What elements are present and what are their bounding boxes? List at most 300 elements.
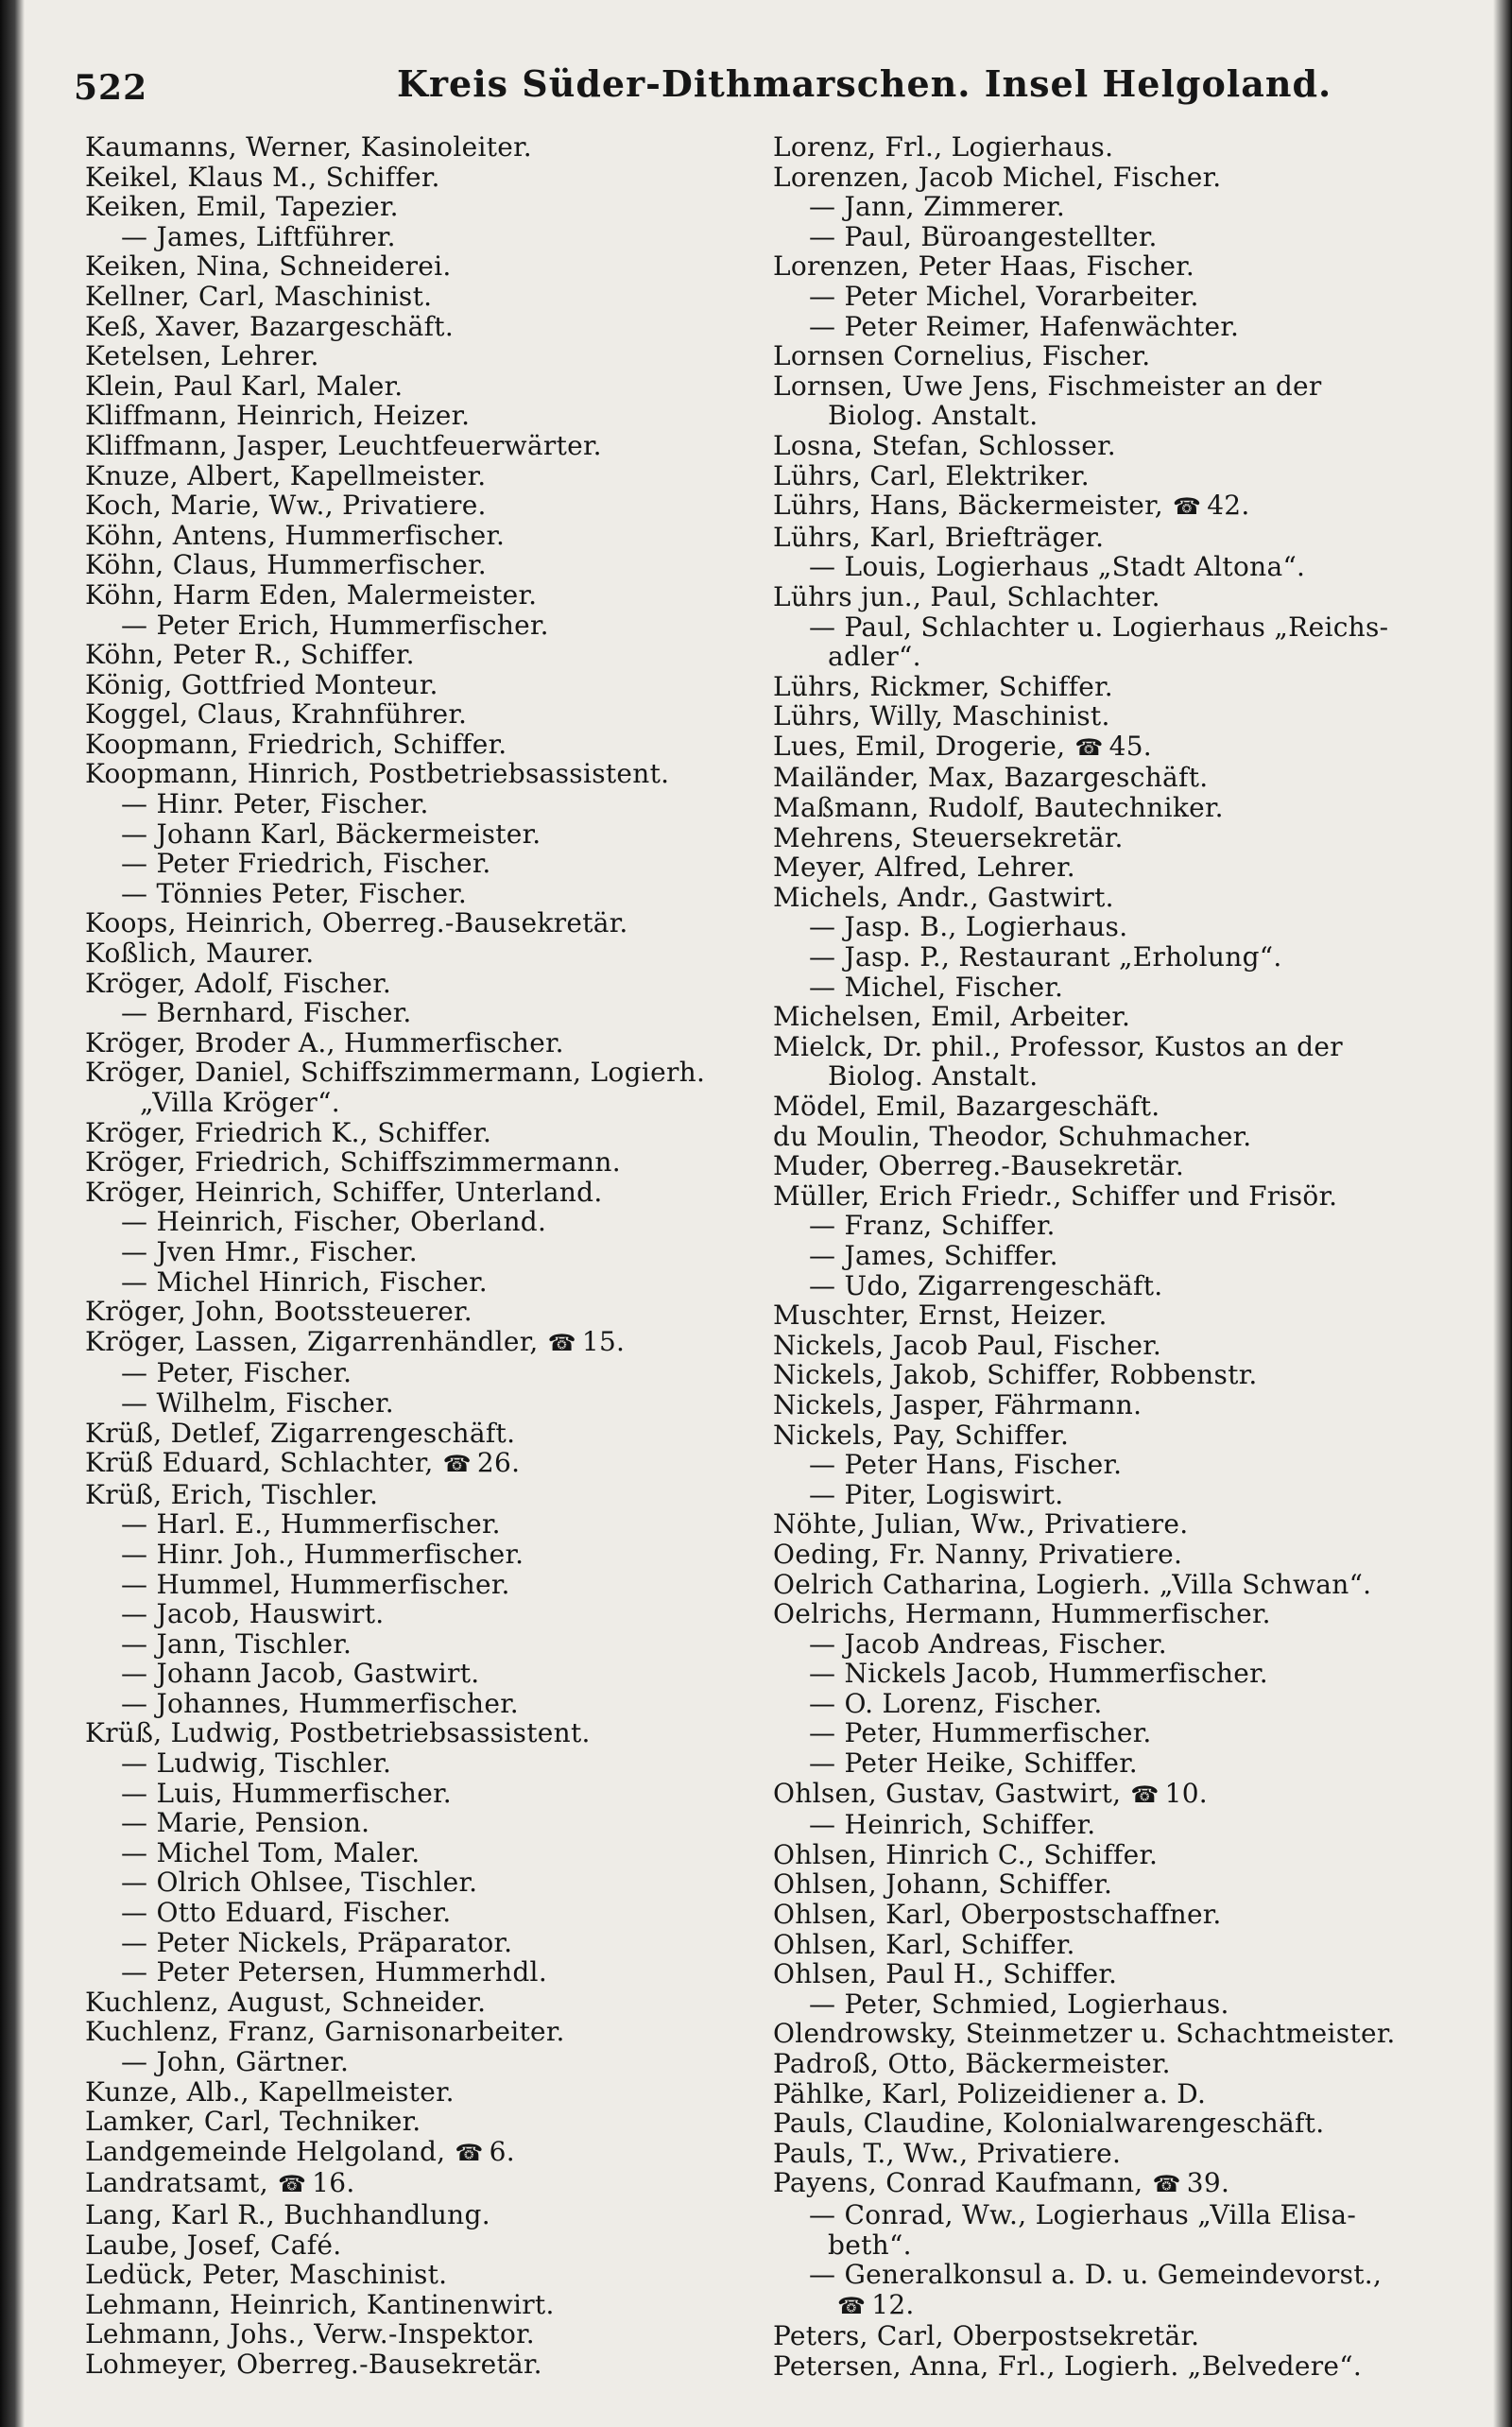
- directory-entry: [773, 1122, 1444, 1152]
- directory-entry: [773, 1450, 1444, 1480]
- directory-entry: [85, 2017, 747, 2047]
- telephone-number: 42.: [1207, 490, 1250, 522]
- entry-text: Michels, Andr., Gastwirt.: [773, 881, 1114, 913]
- directory-entry: [85, 2230, 747, 2261]
- entry-text: Laube, Josef, Café.: [85, 2229, 342, 2261]
- directory-entry: [85, 1718, 747, 1748]
- directory-entry: [773, 1480, 1444, 1510]
- entry-text: — Hinr. Joh., Hummerfischer.: [121, 1538, 524, 1570]
- directory-entry: [85, 1028, 747, 1059]
- directory-entry: [85, 879, 747, 909]
- entry-text: Oeding, Fr. Nanny, Privatiere.: [773, 1538, 1183, 1570]
- directory-entry: [773, 701, 1444, 732]
- entry-text: Keß, Xaver, Bazargeschäft.: [85, 310, 455, 342]
- directory-entry: [85, 550, 747, 580]
- entry-text: — Bernhard, Fischer.: [121, 997, 412, 1029]
- entry-text: — Louis, Logierhaus „Stadt Altona“.: [809, 551, 1306, 583]
- entry-text: Kröger, Daniel, Schiffszimmermann, Logierh.: [85, 1057, 706, 1089]
- directory-entry: [773, 1061, 1444, 1092]
- telephone-icon: ☎: [1074, 733, 1104, 761]
- directory-entry: [773, 523, 1444, 553]
- entry-text: Lamker, Carl, Techniker.: [85, 2106, 421, 2138]
- entry-text: — Paul, Schlachter u. Logierhaus „Reichs-: [809, 611, 1389, 643]
- entry-text: Kuchlenz, Franz, Garnisonarbeiter.: [85, 2016, 565, 2048]
- directory-entry: [85, 640, 747, 670]
- entry-text: Oelrichs, Hermann, Hummerfischer.: [773, 1598, 1271, 1630]
- directory-entry: [85, 908, 747, 938]
- entry-text: Lang, Karl R., Buchhandlung.: [85, 2198, 490, 2230]
- entry-text: — Michel Tom, Maler.: [121, 1836, 421, 1868]
- entry-text: Koßlich, Maurer.: [85, 938, 315, 970]
- entry-text: — Johann Jacob, Gastwirt.: [121, 1658, 480, 1690]
- directory-entry: [85, 1297, 747, 1327]
- entry-text: — Jann, Zimmerer.: [809, 191, 1066, 223]
- directory-entry: [773, 1360, 1444, 1390]
- page-number: 522: [74, 68, 148, 108]
- entry-text: Meyer, Alfred, Lehrer.: [773, 852, 1075, 884]
- telephone-icon: ☎: [455, 2139, 484, 2166]
- directory-entry: [85, 1898, 747, 1928]
- entry-text: Biolog. Anstalt.: [828, 400, 1039, 432]
- entry-text: — Peter Michel, Vorarbeiter.: [809, 280, 1199, 312]
- directory-entry: [773, 672, 1444, 702]
- entry-text: Kliffmann, Heinrich, Heizer.: [85, 400, 471, 432]
- entry-text: Kuchlenz, August, Schneider.: [85, 1986, 487, 2018]
- entry-text: Mehrens, Steuersekretär.: [773, 821, 1124, 853]
- entry-text: — O. Lorenz, Fischer.: [809, 1687, 1103, 1719]
- directory-entry: [85, 2077, 747, 2108]
- directory-entry: [773, 1930, 1444, 1960]
- directory-entry: [85, 282, 747, 312]
- directory-entry: [773, 1599, 1444, 1629]
- entry-text: Krüß, Erich, Tischler.: [85, 1478, 379, 1510]
- entry-text: Lorenz, Frl., Logierhaus.: [773, 131, 1114, 163]
- entry-text: Ohlsen, Karl, Oberpostschaffner.: [773, 1899, 1222, 1931]
- telephone-icon: ☎: [277, 2171, 307, 2198]
- directory-entry: [773, 2260, 1444, 2290]
- entry-text: Petersen, Anna, Frl., Logierh. „Belvedere“.: [773, 2350, 1363, 2382]
- entry-text: Olendrowsky, Steinmetzer u. Schachtmeister.: [773, 2018, 1396, 2050]
- directory-entry: [85, 1779, 747, 1809]
- left-column: [85, 132, 747, 2380]
- directory-entry: [773, 1659, 1444, 1689]
- entry-text: Peters, Carl, Oberpostsekretär.: [773, 2320, 1200, 2352]
- entry-text: Lorenzen, Peter Haas, Fischer.: [773, 250, 1195, 283]
- directory-entry: [773, 1241, 1444, 1271]
- directory-entry: [85, 1388, 747, 1419]
- entry-text: — Jann, Tischler.: [121, 1627, 352, 1660]
- entry-text: Lührs, Karl, Briefträger.: [773, 521, 1105, 553]
- entry-text: Köhn, Peter R., Schiffer.: [85, 639, 415, 671]
- directory-entry: [85, 401, 747, 431]
- directory-entry: [85, 521, 747, 551]
- entry-text: Ketelsen, Lehrer.: [85, 340, 319, 372]
- directory-entry: [773, 1211, 1444, 1241]
- entry-text: Koopmann, Friedrich, Schiffer.: [85, 728, 507, 760]
- telephone-number: 10.: [1164, 1777, 1209, 1809]
- entry-text: — Peter Hans, Fischer.: [809, 1449, 1123, 1481]
- directory-entry: [773, 1420, 1444, 1451]
- telephone-icon: ☎: [837, 2292, 867, 2319]
- entry-text: Pauls, T., Ww., Privatiere.: [773, 2137, 1122, 2169]
- directory-entry: [773, 552, 1444, 582]
- entry-text: Koops, Heinrich, Oberreg.-Bausekretär.: [85, 907, 628, 939]
- entry-text: Keiken, Emil, Tapezier.: [85, 191, 399, 223]
- directory-entry: [85, 1509, 747, 1540]
- directory-entry: [85, 789, 747, 819]
- directory-entry: [85, 938, 747, 969]
- directory-entry: [85, 670, 747, 700]
- entry-text: — Johann Karl, Bäckermeister.: [121, 818, 541, 850]
- entry-text: Mielck, Dr. phil., Professor, Kustos an der: [773, 1030, 1343, 1062]
- right-column: [773, 132, 1444, 2382]
- entry-text: — Peter Friedrich, Fischer.: [121, 848, 491, 880]
- entry-text: König, Gottfried Monteur.: [85, 668, 438, 700]
- entry-text: — Jven Hmr., Fischer.: [121, 1235, 418, 1267]
- directory-entry: [85, 969, 747, 999]
- entry-text: — Johannes, Hummerfischer.: [121, 1687, 520, 1719]
- entry-text: — Conrad, Ww., Logierhaus „Villa Elisa-: [809, 2198, 1357, 2230]
- directory-entry: [85, 1419, 747, 1449]
- entry-text: Mailänder, Max, Bazargeschäft.: [773, 762, 1209, 794]
- entry-text: — James, Liftführer.: [121, 220, 396, 252]
- entry-text: — Peter Reimer, Hafenwächter.: [809, 310, 1240, 342]
- directory-entry: [773, 1959, 1444, 1989]
- running-head: Kreis Süder-Dithmarschen. Insel Helgoland.: [397, 62, 1332, 105]
- entry-text: Ohlsen, Johann, Schiffer.: [773, 1868, 1113, 1901]
- directory-entry: [85, 1448, 747, 1480]
- entry-text: Landratsamt,: [85, 2167, 268, 2199]
- directory-entry: [773, 942, 1444, 973]
- directory-entry: [85, 312, 747, 342]
- directory-entry: [773, 612, 1444, 643]
- directory-entry: [85, 2107, 747, 2137]
- directory-entry: [85, 371, 747, 402]
- entry-text: Kröger, Heinrich, Schiffer, Unterland.: [85, 1176, 603, 1208]
- directory-entry: [773, 732, 1444, 764]
- entry-text: Kellner, Carl, Maschinist.: [85, 280, 433, 312]
- entry-text: — Otto Eduard, Fischer.: [121, 1897, 452, 1929]
- directory-entry: [773, 1271, 1444, 1301]
- entry-text: — Harl. E., Hummerfischer.: [121, 1508, 501, 1541]
- directory-entry: [773, 1810, 1444, 1840]
- telephone-number: 26.: [476, 1447, 521, 1479]
- entry-text: — Generalkonsul a. D. u. Gemeindevorst.,: [809, 2259, 1383, 2291]
- entry-text: Ohlsen, Hinrich C., Schiffer.: [773, 1838, 1159, 1870]
- directory-entry: [773, 1390, 1444, 1420]
- entry-text: Maßmann, Rudolf, Bautechniker.: [773, 792, 1224, 824]
- entry-text: Ohlsen, Gustav, Gastwirt,: [773, 1777, 1122, 1809]
- entry-text: — Hinr. Peter, Fischer.: [121, 788, 429, 820]
- directory-entry: [85, 341, 747, 371]
- directory-entry: [85, 1689, 747, 1719]
- entry-text: Koopmann, Hinrich, Postbetriebsassistent.: [85, 758, 670, 790]
- entry-text: — Heinrich, Fischer, Oberland.: [121, 1206, 547, 1238]
- entry-text: Keikel, Klaus M., Schiffer.: [85, 161, 440, 193]
- entry-text: — Peter Erich, Hummerfischer.: [121, 609, 549, 641]
- entry-text: — Jacob Andreas, Fischer.: [809, 1627, 1167, 1660]
- directory-entry: [773, 312, 1444, 342]
- entry-text: Ledück, Peter, Maschinist.: [85, 2259, 448, 2291]
- entry-text: — Peter, Fischer.: [121, 1357, 352, 1389]
- entry-text: — Piter, Logiswirt.: [809, 1478, 1064, 1510]
- directory-entry: [85, 580, 747, 611]
- page-edge-shadow: [1493, 0, 1512, 2427]
- directory-entry: [773, 251, 1444, 282]
- directory-entry: [773, 1509, 1444, 1540]
- entry-text: Lues, Emil, Drogerie,: [773, 730, 1066, 762]
- entry-text: Krüß, Ludwig, Postbetriebsassistent.: [85, 1717, 591, 1749]
- entry-text: Nickels, Pay, Schiffer.: [773, 1419, 1070, 1451]
- directory-entry: [773, 1331, 1444, 1361]
- entry-text: Krüß, Detlef, Zigarrengeschäft.: [85, 1417, 516, 1449]
- directory-entry: [773, 582, 1444, 612]
- directory-entry: [85, 251, 747, 282]
- entry-text: Klein, Paul Karl, Maler.: [85, 370, 404, 402]
- directory-entry: [85, 2350, 747, 2380]
- directory-entry: [85, 1599, 747, 1629]
- entry-text: — Peter, Hummerfischer.: [809, 1717, 1152, 1749]
- entry-text: Krüß Eduard, Schlachter,: [85, 1447, 434, 1479]
- entry-text: Pauls, Claudine, Kolonialwarengeschäft.: [773, 2108, 1325, 2140]
- directory-entry: [85, 1748, 747, 1779]
- entry-text: Ohlsen, Paul H., Schiffer.: [773, 1958, 1118, 1990]
- directory-entry: [85, 2200, 747, 2230]
- entry-text: Lührs, Rickmer, Schiffer.: [773, 670, 1113, 702]
- entry-text: Mödel, Emil, Bazargeschäft.: [773, 1091, 1160, 1122]
- entry-text: Keiken, Nina, Schneiderei.: [85, 250, 452, 283]
- entry-text: Muschter, Ernst, Heizer.: [773, 1300, 1108, 1332]
- entry-text: Lührs jun., Paul, Schlachter.: [773, 580, 1160, 612]
- directory-entry: [85, 1480, 747, 1510]
- directory-entry: [85, 1928, 747, 1958]
- directory-entry: [85, 461, 747, 491]
- directory-entry: [773, 1689, 1444, 1719]
- directory-entry: [773, 461, 1444, 491]
- directory-entry: [773, 1629, 1444, 1660]
- telephone-icon: ☎: [1130, 1781, 1160, 1808]
- entry-text: beth“.: [828, 2229, 912, 2261]
- entry-text: — Heinrich, Schiffer.: [809, 1809, 1096, 1841]
- directory-entry: [85, 2290, 747, 2320]
- directory-entry: [85, 1178, 747, 1208]
- directory-entry: [773, 763, 1444, 793]
- directory-entry: [773, 1151, 1444, 1181]
- directory-entry: [85, 1207, 747, 1237]
- directory-entry: [773, 1032, 1444, 1062]
- directory-entry: [773, 823, 1444, 853]
- directory-entry: [773, 2321, 1444, 2351]
- directory-entry: [773, 371, 1444, 402]
- telephone-number: 6.: [489, 2135, 515, 2167]
- directory-entry: [85, 1147, 747, 1178]
- entry-text: Landgemeinde Helgoland,: [85, 2135, 446, 2167]
- directory-entry: [773, 431, 1444, 461]
- directory-entry: [85, 1540, 747, 1570]
- entry-text: Lührs, Hans, Bäckermeister,: [773, 490, 1163, 522]
- directory-entry: [85, 2260, 747, 2290]
- entry-text: Lehmann, Johs., Verw.-Inspektor.: [85, 2318, 535, 2350]
- directory-entry: [85, 2319, 747, 2350]
- directory-entry: [773, 401, 1444, 431]
- directory-entry: [773, 2109, 1444, 2139]
- entry-text: — Luis, Hummerfischer.: [121, 1777, 452, 1809]
- entry-text: Kröger, Broder A., Hummerfischer.: [85, 1026, 564, 1059]
- entry-text: — Jasp. P., Restaurant „Erholung“.: [809, 941, 1282, 973]
- directory-entry: [85, 1327, 747, 1359]
- entry-text: — Olrich Ohlsee, Tischler.: [121, 1867, 478, 1899]
- entry-text: Nickels, Jasper, Fährmann.: [773, 1388, 1143, 1420]
- entry-text: — Jasp. B., Logierhaus.: [809, 911, 1128, 943]
- directory-entry: [773, 2230, 1444, 2261]
- telephone-icon: ☎: [442, 1451, 472, 1478]
- directory-entry: [773, 1540, 1444, 1570]
- directory-entry: [773, 1900, 1444, 1930]
- directory-entry: [773, 1002, 1444, 1032]
- directory-entry: [85, 1267, 747, 1298]
- entry-text: — James, Schiffer.: [809, 1239, 1058, 1271]
- directory-entry: [85, 2168, 747, 2200]
- entry-text: Müller, Erich Friedr., Schiffer und Frisör.: [773, 1179, 1338, 1212]
- directory-entry: [773, 132, 1444, 163]
- entry-text: Köhn, Claus, Hummerfischer.: [85, 549, 487, 581]
- entry-text: — Peter Petersen, Hummerhdl.: [121, 1956, 548, 1988]
- entry-text: — Udo, Zigarrengeschäft.: [809, 1269, 1163, 1301]
- entry-text: Lornsen Cornelius, Fischer.: [773, 340, 1151, 372]
- entry-text: Lührs, Willy, Maschinist.: [773, 700, 1110, 732]
- entry-text: — Michel, Fischer.: [809, 971, 1064, 1003]
- entry-text: — Ludwig, Tischler.: [121, 1747, 392, 1780]
- directory-entry: [773, 642, 1444, 672]
- directory-entry: [773, 341, 1444, 371]
- entry-text: — Peter, Schmied, Logierhaus.: [809, 1988, 1229, 2020]
- telephone-number: 12.: [871, 2288, 915, 2320]
- entry-text: Lorenzen, Jacob Michel, Fischer.: [773, 161, 1222, 193]
- directory-entry: [85, 132, 747, 163]
- directory-entry: [85, 163, 747, 193]
- telephone-number: 15.: [581, 1325, 626, 1357]
- directory-entry: [773, 912, 1444, 942]
- entry-text: Kröger, Adolf, Fischer.: [85, 967, 392, 999]
- entry-text: Lornsen, Uwe Jens, Fischmeister an der: [773, 370, 1322, 402]
- directory-entry: [773, 2019, 1444, 2049]
- directory-entry: [85, 1058, 747, 1088]
- entry-text: du Moulin, Theodor, Schuhmacher.: [773, 1120, 1252, 1152]
- entry-text: Padroß, Otto, Bäckermeister.: [773, 2048, 1171, 2079]
- entry-text: — Paul, Büroangestellter.: [809, 220, 1158, 252]
- directory-entry: [773, 1869, 1444, 1900]
- entry-text: Biolog. Anstalt.: [828, 1060, 1039, 1093]
- telephone-number: 16.: [312, 2167, 355, 2199]
- entry-text: adler“.: [828, 641, 921, 673]
- directory-entry: [773, 222, 1444, 252]
- entry-text: Muder, Oberreg.-Bausekretär.: [773, 1150, 1185, 1182]
- entry-text: Köhn, Antens, Hummerfischer.: [85, 519, 506, 551]
- directory-entry: [85, 491, 747, 521]
- directory-entry: [85, 1237, 747, 1267]
- entry-text: Kröger, Lassen, Zigarrenhändler,: [85, 1325, 539, 1357]
- entry-text: Ohlsen, Karl, Schiffer.: [773, 1928, 1075, 1960]
- directory-entry: [85, 431, 747, 461]
- telephone-icon: ☎: [547, 1329, 576, 1356]
- entry-text: Kröger, John, Bootssteuerer.: [85, 1296, 472, 1328]
- entry-text: — Marie, Pension.: [121, 1807, 370, 1839]
- directory-entry: [85, 2137, 747, 2169]
- directory-entry: [85, 1868, 747, 1898]
- directory-entry: [773, 1718, 1444, 1748]
- entry-text: Lehmann, Heinrich, Kantinenwirt.: [85, 2288, 555, 2320]
- entry-text: — Peter Heike, Schiffer.: [809, 1747, 1138, 1780]
- directory-entry: [85, 1838, 747, 1868]
- directory-entry: [85, 1570, 747, 1600]
- entry-text: Koggel, Claus, Krahnführer.: [85, 698, 468, 731]
- directory-entry: [85, 2047, 747, 2077]
- entry-text: Lührs, Carl, Elektriker.: [773, 459, 1090, 491]
- directory-entry: [85, 192, 747, 222]
- directory-entry: [773, 1092, 1444, 1122]
- directory-entry: [85, 1358, 747, 1388]
- directory-entry: [773, 1989, 1444, 2020]
- entry-text: Kunze, Alb., Kapellmeister.: [85, 2075, 455, 2108]
- directory-entry: [85, 611, 747, 641]
- entry-text: Knuze, Albert, Kapellmeister.: [85, 459, 487, 491]
- directory-entry: [773, 163, 1444, 193]
- directory-entry: [85, 819, 747, 850]
- directory-entry: [773, 1181, 1444, 1212]
- directory-entry: [773, 1840, 1444, 1870]
- entry-text: — Hummel, Hummerfischer.: [121, 1568, 510, 1600]
- entry-text: Kliffmann, Jasper, Leuchtfeuerwärter.: [85, 429, 602, 461]
- entry-text: — Jacob, Hauswirt.: [121, 1598, 385, 1630]
- entry-text: Michelsen, Emil, Arbeiter.: [773, 1001, 1131, 1033]
- directory-entry: [85, 1118, 747, 1148]
- entry-text: Kaumanns, Werner, Kasinoleiter.: [85, 131, 532, 163]
- directory-entry: [773, 973, 1444, 1003]
- entry-text: — John, Gärtner.: [121, 2046, 350, 2077]
- directory-entry: [773, 2351, 1444, 2382]
- entry-text: Pählke, Karl, Polizeidiener a. D.: [773, 2077, 1207, 2109]
- entry-text: Oelrich Catharina, Logierh. „Villa Schwan“.: [773, 1568, 1372, 1600]
- directory-entry: [773, 2168, 1444, 2200]
- entry-text: Kröger, Friedrich K., Schiffer.: [85, 1116, 492, 1148]
- directory-entry: [85, 998, 747, 1028]
- directory-entry: [85, 1659, 747, 1689]
- entry-text: — Michel Hinrich, Fischer.: [121, 1265, 488, 1298]
- directory-entry: [773, 491, 1444, 523]
- directory-entry: [773, 1300, 1444, 1331]
- directory-entry: [773, 192, 1444, 222]
- book-binding-shadow: [0, 0, 25, 2427]
- directory-entry: [85, 1988, 747, 2018]
- directory-entry: [773, 1779, 1444, 1811]
- telephone-icon: ☎: [1172, 493, 1202, 521]
- directory-entry: [85, 1808, 747, 1838]
- entry-text: — Tönnies Peter, Fischer.: [121, 877, 468, 909]
- directory-entry: [773, 1570, 1444, 1600]
- entry-text: Nickels, Jacob Paul, Fischer.: [773, 1329, 1162, 1361]
- entry-text: Nickels, Jakob, Schiffer, Robbenstr.: [773, 1359, 1258, 1391]
- directory-entry: [773, 1748, 1444, 1779]
- entry-text: Lohmeyer, Oberreg.-Bausekretär.: [85, 2348, 542, 2380]
- directory-entry: [773, 883, 1444, 913]
- telephone-number: 39.: [1186, 2167, 1230, 2199]
- entry-text: Koch, Marie, Ww., Privatiere.: [85, 490, 487, 522]
- directory-entry: [773, 852, 1444, 883]
- directory-entry: [773, 2200, 1444, 2230]
- entry-text: — Peter Nickels, Präparator.: [121, 1926, 513, 1958]
- directory-entry: [85, 1957, 747, 1988]
- telephone-icon: ☎: [1152, 2171, 1181, 2198]
